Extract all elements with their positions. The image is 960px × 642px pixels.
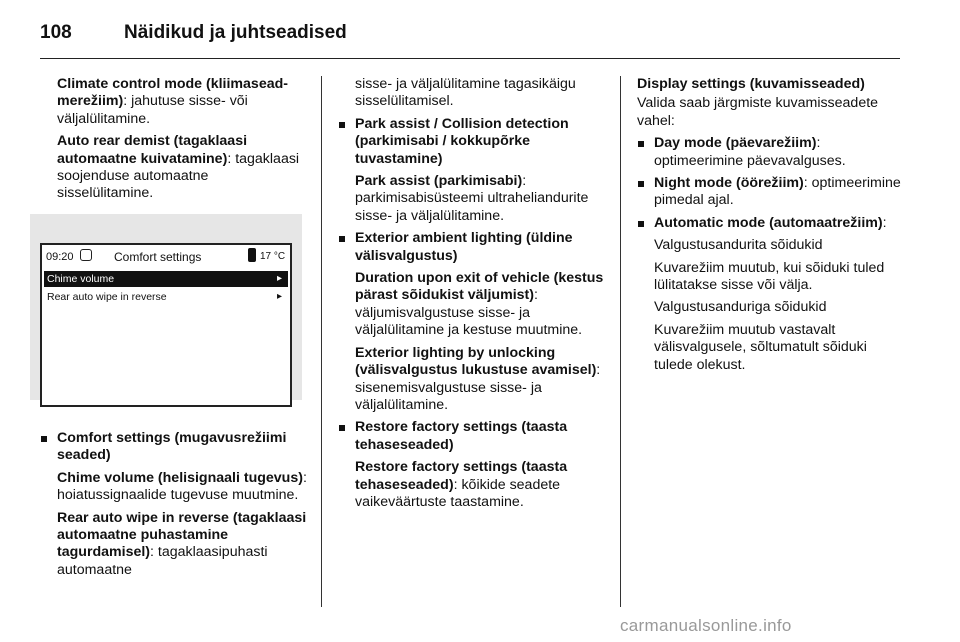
paragraph: Exterior lighting by unlocking (välisvalgustus lukustuse avamisel): sisenemisvalgustuse sisse- ja väljalülitamine. (355, 344, 601, 413)
paragraph: Valida saab järgmiste kuvamisseadete vahel: (637, 95, 879, 129)
paragraph: Valgustusanduriga sõidukid (654, 299, 827, 316)
column-2 (338, 76, 606, 516)
bullet-square-icon (41, 436, 47, 442)
menu-item-chime-volume: Chime volume ▸ (44, 271, 288, 287)
watermark: carmanualsonline.info (620, 616, 792, 635)
paragraph: sisse- ja väljalülitamine tagasikäigu sisselülitamisel. (355, 76, 576, 110)
paragraph: Kuvarežiim muutub, kui sõiduki tuled lülitatakse sisse või välja. (654, 259, 885, 294)
column-3 (637, 76, 907, 379)
bullet-square-icon (339, 236, 345, 242)
paragraph: Rear auto wipe in reverse (tagaklaasi automaatne puhastamine tagurdamisel): tagaklaasipuhasti automaatne (57, 509, 307, 578)
screen-image (30, 214, 302, 400)
display-time: 09:20 (46, 251, 74, 263)
bullet-item: Exterior ambient lighting (üldine välisvalgustus) (338, 230, 606, 265)
bullet-square-icon (638, 221, 644, 227)
column-divider (620, 76, 621, 607)
info-display (40, 243, 292, 407)
display-status-bar (42, 245, 290, 269)
bullet-item: Automatic mode (automaatrežiim): (637, 215, 907, 232)
column-1-lower (40, 430, 310, 584)
bullet-square-icon (339, 425, 345, 431)
paragraph: Duration upon exit of vehicle (kestus pärast sõidukist väljumist): väljumisvalgustuse sisse- ja väljalülitamine ja kestuse muutmine. (355, 270, 604, 339)
paragraph: Climate control mode (kliimasead-merežiim): jahutuse sisse- või väljalülitamine. (57, 76, 288, 127)
bullet-item: Comfort settings (mugavusrežiimi seaded) (40, 430, 310, 465)
paragraph: Restore factory settings (taasta tehaseseaded): kõikide seadete vaikeväärtuste taastamine. (355, 459, 568, 510)
bullet-item: Park assist / Collision detection (parkimisabi / kokkupõrke tuvastamine) (338, 116, 606, 168)
display-title: Comfort settings (114, 250, 202, 264)
bullet-square-icon (638, 141, 644, 147)
section-heading: Display settings (kuvamisseaded) (637, 76, 865, 92)
bullet-square-icon (638, 181, 644, 187)
bullet-square-icon (339, 122, 345, 128)
paragraph: Kuvarežiim muutub vastavalt välisvalgusele, sõltumatult sõiduki tulede olekust. (654, 321, 867, 373)
menu-item-rear-auto-wipe: Rear auto wipe in reverse ▸ (47, 291, 282, 303)
paragraph: Valgustusandurita sõidukid (654, 237, 823, 254)
header-rule (40, 58, 900, 59)
paragraph: Chime volume (helisignaali tugevus): hoiatussignaalide tugevuse muutmine. (57, 469, 307, 504)
page-number: 108 (40, 22, 72, 43)
bullet-item: Restore factory settings (taasta tehaseseaded) (338, 419, 606, 454)
paragraph: Auto rear demist (tagaklaasi automaatne kuivatamine): tagaklaasi soojenduse automaatne sisselülitamine. (57, 133, 300, 202)
bullet-item: Night mode (öörežiim): optimeerimine pimedal ajal. (637, 175, 907, 210)
clock-icon (80, 249, 92, 261)
bullet-item: Day mode (päevarežiim): optimeerimine päevavalguses. (637, 135, 907, 170)
column-divider (321, 76, 322, 607)
page-header (40, 16, 920, 56)
column-1 (57, 76, 307, 208)
chevron-right-icon: ▸ (276, 273, 282, 284)
page-title: Näidikud ja juhtseadised (124, 22, 347, 43)
paragraph: Park assist (parkimisabi): parkimisabisüsteemi ultraheliandurite sisse- ja väljalülitamine. (355, 173, 589, 224)
thermometer-icon (248, 248, 256, 262)
display-temperature: 17 °C (260, 251, 286, 262)
chevron-right-icon: ▸ (276, 291, 282, 302)
